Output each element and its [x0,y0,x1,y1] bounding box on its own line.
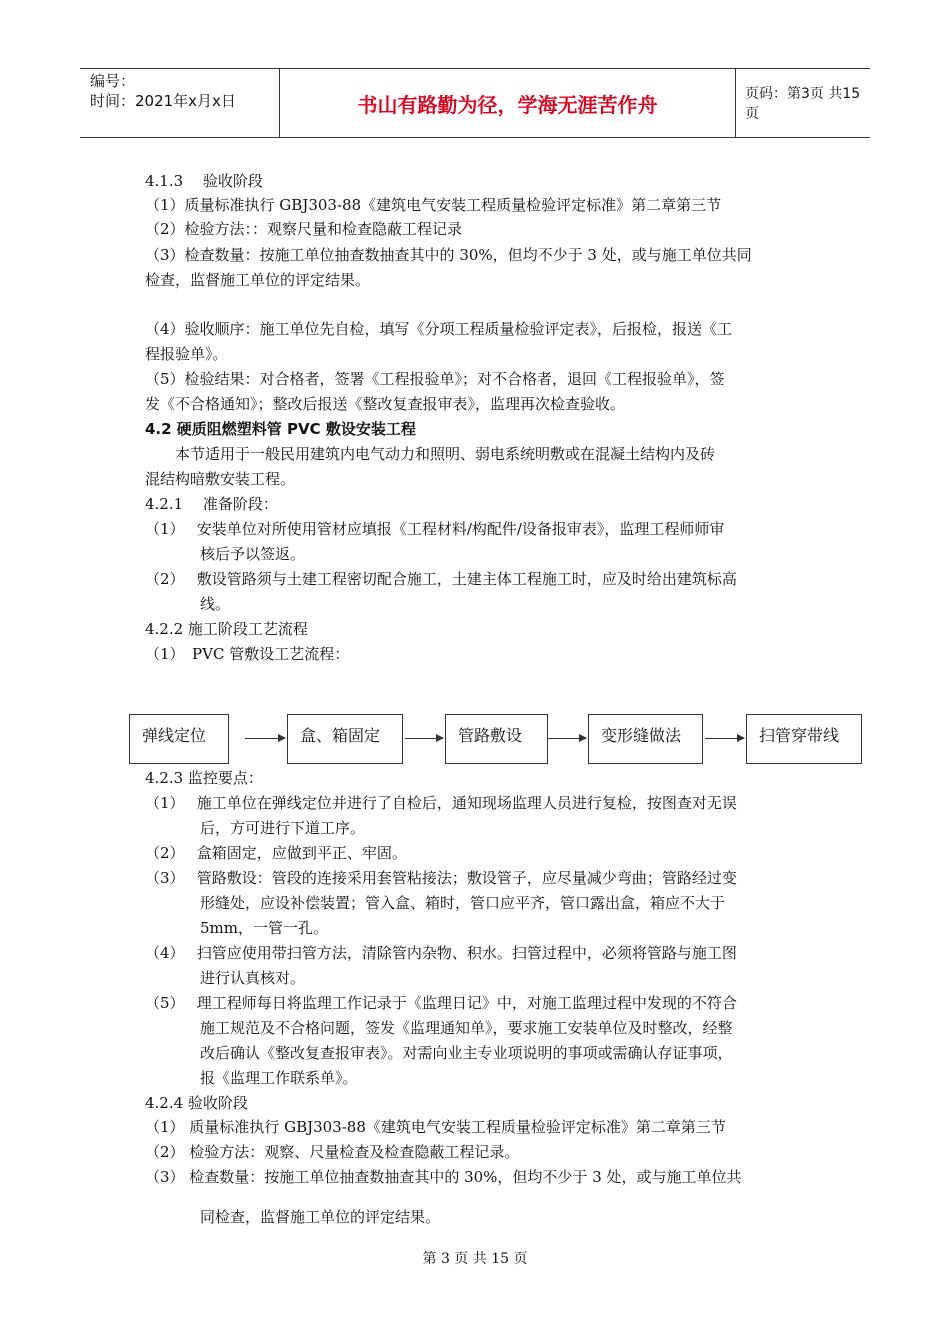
text-line: 报《监理工作联系单》。 [200,1069,358,1087]
flow-step: 弹线定位 [129,714,229,764]
text-line: 4.1.3 验收阶段 [145,172,263,190]
text-line: 发《不合格通知》；整改后报送《整改复查报审表》，监理再次检查验收。 [145,395,626,413]
flow-step: 扫管穿带线 [746,714,862,764]
header-meta [80,69,280,137]
text-line: 形缝处，应设补偿装置；管入盒、箱时，管口应平齐，管口露出盒，箱应不大于 [200,894,726,912]
text-line: 检查，监督施工单位的评定结果。 [145,271,371,289]
text-line: 混结构暗敷安装工程。 [145,470,296,488]
text-line: 核后予以签返。 [200,545,306,563]
page-footer: 第 3 页 共 15 页 [422,1251,528,1267]
text-line: （1）质量标准执行 GBJ303-88《建筑电气安装工程质量检验评定标准》第二章第三节 [145,196,722,214]
flow-arrow [405,738,443,739]
flow-arrow [705,738,744,739]
text-line: 程报验单》。 [145,345,228,363]
header-slogan: 书山有路勤为径，学海无涯苦作舟 [280,69,736,137]
text-line: 施工规范及不合格问题，签发《监理通知单》，要求施工安装单位及时整改，经整 [200,1019,733,1037]
page-header [80,68,870,138]
time-label: 时间：2021年x月x日 [90,92,236,110]
text-line: （4）验收顺序：施工单位先自检，填写《分项工程质量检验评定表》，后报检，报送《工 [145,320,733,338]
text-line: （3）检查数量：按施工单位抽查数抽查其中的 30%，但均不少于 3 处，或与施工单位共同 [145,246,752,264]
flow-arrow [548,738,586,739]
text-line: （2） 敷设管路须与土建工程密切配合施工，土建主体工程施工时，应及时给出建筑标高 [145,570,737,588]
text-line: （5） 理工程师每日将监理工作记录于《监理日记》中，对施工监理过程中发现的不符合 [145,994,737,1012]
text-line: 4.2.1 准备阶段： [145,495,278,513]
section-heading: 4.2 硬质阻燃塑料管 PVC 敷设安装工程 [145,420,416,438]
header-page-info: 页码：第3页 共15页 [745,86,861,122]
text-line: 5mm，一管一孔。 [200,919,328,937]
text-line: （1） PVC 管敷设工艺流程： [145,645,350,663]
text-line: 进行认真核对。 [200,969,306,987]
text-line: 本节适用于一般民用建筑内电气动力和照明、弱电系统明敷或在混凝土结构内及砖 [175,445,716,463]
text-line: 线。 [200,595,231,613]
text-line: （1） 施工单位在弹线定位并进行了自检后，通知现场监理人员进行复检，按图查对无误 [145,794,737,812]
text-line: 4.2.4 验收阶段 [145,1094,248,1112]
text-line: 4.2.3 监控要点： [145,769,263,787]
text-line: 同检查，监督施工单位的评定结果。 [200,1208,441,1226]
text-line: 改后确认《整改复查报审表》。对需向业主专业项说明的事项或需确认存证事项， [200,1044,733,1062]
text-line: （2）检验方法：：观察尺量和检查隐蔽工程记录 [145,220,463,238]
text-line: （3） 管路敷设：管段的连接采用套管粘接法；敷设管子，应尽量减少弯曲；管路经过变 [145,869,737,887]
flow-step: 盒、箱固定 [287,714,403,764]
text-line: 后，方可进行下道工序。 [200,819,366,837]
text-line: （2） 盒箱固定，应做到平正、牢固。 [145,844,407,862]
text-line: （5）检验结果：对合格者，签署《工程报验单》；对不合格者，退回《工程报验单》，签 [145,370,725,388]
number-label: 编号： [90,72,136,90]
text-line: （4） 扫管应使用带扫管方法，清除管内杂物、积水。扫管过程中，必须将管路与施工图 [145,944,737,962]
text-line: （1） 质量标准执行 GBJ303-88《建筑电气安装工程质量检验评定标准》第二章第三节 [145,1118,726,1136]
text-line: （2） 检验方法：观察、尺量检查及检查隐蔽工程记录。 [145,1143,520,1161]
text-line: （1） 安装单位对所使用管材应填报《工程材料/构配件/设备报审表》，监理工程师师审 [145,520,725,538]
flow-step: 变形缝做法 [588,714,703,764]
text-line: 4.2.2 施工阶段工艺流程 [145,620,308,638]
flow-arrow [245,738,285,739]
flow-step: 管路敷设 [445,714,548,764]
text-line: （3） 检查数量：按施工单位抽查数抽查其中的 30%，但均不少于 3 处，或与施工单位共 [145,1168,742,1186]
